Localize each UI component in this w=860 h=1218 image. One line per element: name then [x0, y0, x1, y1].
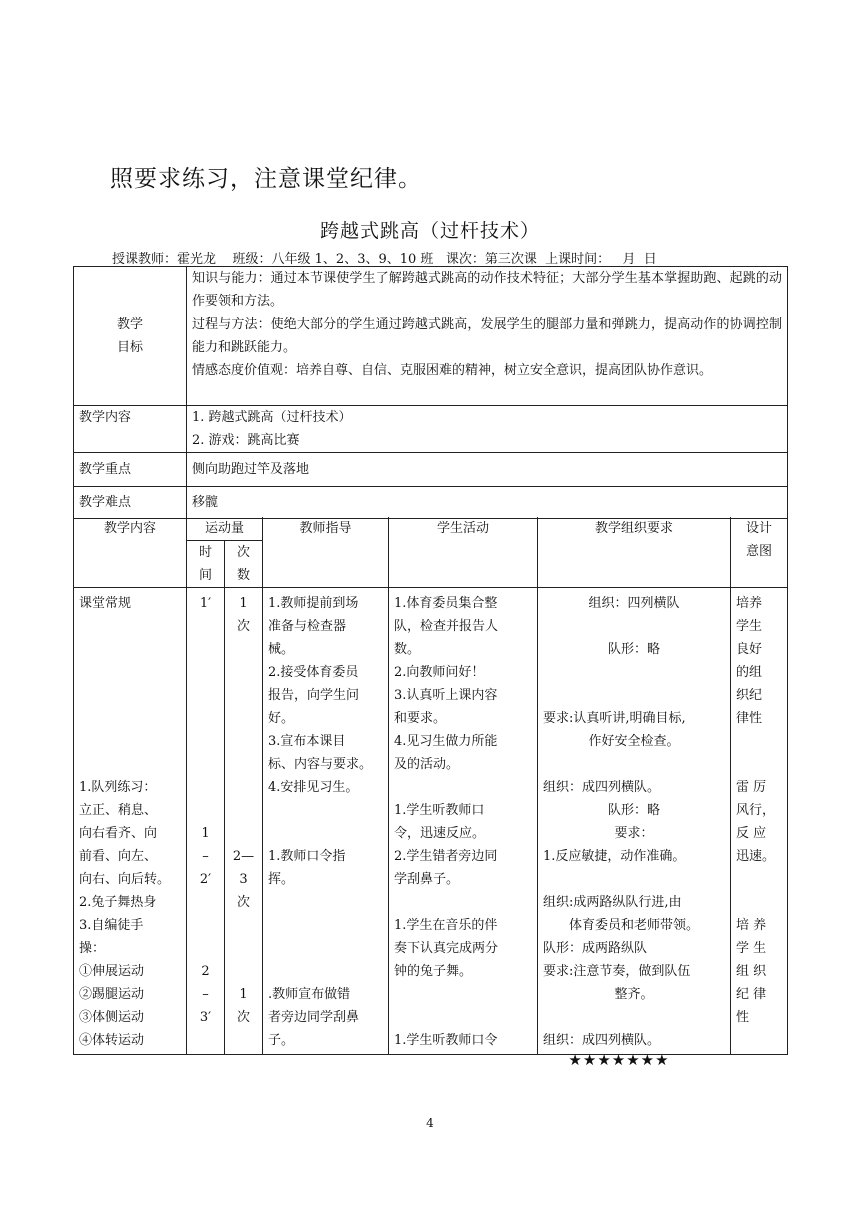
- cell-line: 雷 厉: [736, 780, 767, 795]
- cell-line: [187, 799, 224, 822]
- cell-line: 要求:注意节奏，做到队伍: [543, 964, 691, 979]
- plan-time: [187, 588, 225, 1055]
- difficulty-row: [74, 487, 788, 519]
- cell-line: 前看、向左、: [79, 849, 158, 864]
- lesson-meta: 授课教师：霍光龙 班级：八年级 1、2、3、9、10 班 课次：第三次课 上课时间： 月 日: [112, 252, 657, 267]
- cell-line: [736, 753, 782, 776]
- cell-line: 立正、稍息、: [79, 803, 158, 818]
- header-time: [187, 541, 225, 588]
- content-item: 2. 游戏：跳高比赛: [192, 433, 300, 448]
- cell-line: 要求：: [614, 826, 654, 841]
- cell-line: 标、内容与要求。: [268, 757, 373, 772]
- cell-line: –: [202, 987, 209, 1002]
- cell-line: [394, 891, 532, 914]
- cell-line: [225, 661, 262, 684]
- cell-line: 2.兔子舞热身: [79, 895, 157, 910]
- cell-line: 组织：四列横队: [588, 596, 680, 611]
- cell-line: [187, 891, 224, 914]
- cell-line: [543, 684, 725, 707]
- cell-line: 次: [237, 619, 251, 634]
- cell-line: [268, 937, 383, 960]
- cell-line: 者旁边同学刮鼻: [268, 1010, 360, 1025]
- cell-line: 3.认真听上课内容: [394, 688, 498, 703]
- cell-line: 2.学生错者旁边同: [394, 849, 498, 864]
- content-label: 教学内容: [74, 406, 187, 453]
- cell-line: 子。: [268, 1033, 295, 1048]
- cell-line: 良好: [736, 642, 763, 657]
- cell-line: 次: [237, 895, 251, 910]
- cell-line: ②踢腿运动: [79, 987, 145, 1002]
- cell-line: 1.教师口令指: [268, 849, 346, 864]
- plan-org: [538, 588, 731, 1055]
- cell-line: [79, 661, 181, 684]
- cell-line: 4.安排见习生。: [268, 780, 359, 795]
- cell-line: [268, 891, 383, 914]
- cell-line: [736, 1029, 782, 1052]
- header-org: 教学组织要求: [538, 517, 731, 588]
- cell-line: [394, 776, 532, 799]
- cell-line: [79, 615, 181, 638]
- plan-header-row: [74, 517, 788, 541]
- cell-line: 2: [201, 964, 210, 979]
- cell-line: [736, 730, 782, 753]
- cell-line: 和要求。: [394, 711, 447, 726]
- goals-label-line: 目标: [116, 340, 143, 355]
- goals-label-line: 教学: [116, 317, 143, 332]
- key-label: 教学重点: [74, 453, 187, 487]
- cell-line: [187, 707, 224, 730]
- cell-line: 1.学生在音乐的伴: [394, 918, 498, 933]
- cell-line: [225, 684, 262, 707]
- cell-line: [79, 684, 181, 707]
- cell-line: 1′: [199, 596, 212, 611]
- cell-line: 学生: [736, 619, 763, 634]
- cell-line: [187, 684, 224, 707]
- cell-line: 迅速。: [736, 849, 776, 864]
- cell-line: 律性: [736, 711, 763, 726]
- cell-line: 性: [736, 1010, 750, 1025]
- cell-line: [225, 960, 262, 983]
- cell-line: 反 应: [736, 826, 767, 841]
- cell-line: 体育委员和老师带领。: [569, 918, 700, 933]
- cell-line: 队形：略: [608, 642, 661, 657]
- cell-line: [187, 730, 224, 753]
- plan-content: [74, 588, 187, 1055]
- header-count: [225, 541, 263, 588]
- cell-line: [187, 615, 224, 638]
- content-text: [187, 406, 788, 453]
- header-teacher: 教师指导: [263, 517, 389, 588]
- cell-line: [543, 661, 725, 684]
- cell-line: 好。: [268, 711, 295, 726]
- lesson-info-table: [73, 266, 788, 519]
- cell-line: [79, 707, 181, 730]
- cell-line: 1.队列练习：: [79, 780, 157, 795]
- goals-text: [187, 267, 788, 406]
- cell-line: –: [202, 849, 209, 864]
- cell-line: 向右看齐、向: [79, 826, 158, 841]
- cell-line: [187, 753, 224, 776]
- cell-line: 1.反应敏捷，动作准确。: [543, 849, 686, 864]
- cell-line: 次: [237, 1010, 251, 1025]
- cell-line: 组织:成两路纵队行进,由: [543, 895, 682, 910]
- cell-line: ①伸展运动: [79, 964, 145, 979]
- plan-body-row: [74, 588, 788, 1055]
- cell-line: [225, 776, 262, 799]
- plan-teacher: [263, 588, 389, 1055]
- cell-line: [543, 753, 725, 776]
- header-content: 教学内容: [74, 517, 187, 588]
- cell-line: 1: [201, 826, 210, 841]
- cell-line: ④体转运动: [79, 1033, 145, 1048]
- cell-line: [187, 914, 224, 937]
- header-time-line: 时: [198, 545, 212, 560]
- cell-line: 培养: [736, 596, 763, 611]
- cell-line: [225, 730, 262, 753]
- cell-line: [394, 983, 532, 1006]
- cell-line: [225, 937, 262, 960]
- cell-line: ③体侧运动: [79, 1010, 145, 1025]
- header-student: 学生活动: [389, 517, 538, 588]
- goal-knowledge: 知识与能力：通过本节课使学生了解跨越式跳高的动作技术特征；大部分学生基本掌握助跑、起跳的动作要领和方法。: [192, 271, 782, 309]
- cell-line: 学 生: [736, 941, 767, 956]
- cell-line: [543, 868, 725, 891]
- cell-line: 令，迅速反应。: [394, 826, 486, 841]
- header-count-line: 次: [237, 545, 251, 560]
- cell-line: 培 养: [736, 918, 767, 933]
- key-text: 侧向助跑过竿及落地: [187, 453, 788, 487]
- cell-line: [268, 799, 383, 822]
- cell-line: [268, 914, 383, 937]
- cell-line: .教师宣布做错: [268, 987, 351, 1002]
- lesson-title: 跨越式跳高（过杆技术）: [319, 220, 540, 242]
- cell-line: [79, 753, 181, 776]
- header-design-line: 意图: [746, 544, 773, 559]
- cell-line: 3: [239, 872, 248, 887]
- cell-line: 1: [239, 987, 248, 1002]
- cell-line: [225, 1029, 262, 1052]
- cell-line: 奏下认真完成两分: [394, 941, 499, 956]
- cell-line: 向右、向后转。: [79, 872, 171, 887]
- cell-line: [187, 937, 224, 960]
- cell-line: [79, 730, 181, 753]
- header-count-line: 数: [237, 568, 251, 583]
- cell-line: 队，检查并报告人: [394, 619, 499, 634]
- content-item: 1. 跨越式跳高（过杆技术）: [192, 410, 352, 425]
- key-row: [74, 453, 788, 487]
- cell-line: 3.宣布本课目: [268, 734, 346, 749]
- cell-line: [225, 822, 262, 845]
- cell-line: [225, 638, 262, 661]
- cell-line: [187, 1029, 224, 1052]
- cell-line: 准备与检查器: [268, 619, 347, 634]
- header-design: [731, 517, 788, 588]
- cell-line: 1: [239, 596, 248, 611]
- cell-line: [543, 1006, 725, 1029]
- cell-line: 1.教师提前到场: [268, 596, 359, 611]
- cell-line: [736, 868, 782, 891]
- cell-line: 2—: [232, 849, 255, 864]
- cell-line: 报告，向学生问: [268, 688, 360, 703]
- cell-line: 3′: [199, 1010, 212, 1025]
- plan-design: [731, 588, 788, 1055]
- cell-line: 3.自编徒手: [79, 918, 144, 933]
- cell-line: 2.向教师问好！: [394, 665, 485, 680]
- cell-line: [394, 1006, 532, 1029]
- cell-line: [187, 638, 224, 661]
- cell-line: [225, 914, 262, 937]
- cell-line: 1.学生听教师口令: [394, 1033, 498, 1048]
- cell-line: 钟的兔子舞。: [394, 964, 473, 979]
- lesson-plan-table: [73, 517, 788, 1055]
- cell-line: [225, 753, 262, 776]
- intro-text: 照要求练习，注意课堂纪律。: [110, 166, 422, 192]
- cell-line: 组织：成四列横队。: [543, 780, 661, 795]
- cell-line: [187, 661, 224, 684]
- cell-line: 组 织: [736, 964, 767, 979]
- header-design-line: 设计: [746, 521, 773, 536]
- goal-process: 过程与方法：使绝大部分的学生通过跨越式跳高，发展学生的腿部力量和弹跳力，提高动作的协调控制能力和跳跃能力。: [192, 317, 782, 355]
- cell-line: 要求:认真听讲,明确目标,: [543, 711, 686, 726]
- cell-line: 组织：成四列横队。: [543, 1033, 661, 1048]
- header-time-line: 间: [198, 568, 212, 583]
- cell-line: [736, 891, 782, 914]
- goal-attitude: 情感态度价值观：培养自尊、自信、克服困难的精神，树立安全意识，提高团队协作意识。: [192, 363, 713, 378]
- cell-line: 整齐。: [614, 987, 654, 1002]
- content-row: [74, 406, 788, 453]
- page-number: 4: [426, 1116, 434, 1130]
- goals-label: [74, 267, 187, 406]
- cell-line: [268, 960, 383, 983]
- cell-line: [79, 638, 181, 661]
- cell-line: 及的活动。: [394, 757, 460, 772]
- difficulty-label: 教学难点: [74, 487, 187, 519]
- cell-line: 1.体育委员集合整: [394, 596, 498, 611]
- cell-line: [187, 776, 224, 799]
- cell-line: 织纪: [736, 688, 763, 703]
- cell-line: 队形：略: [608, 803, 661, 818]
- plan-count: [225, 588, 263, 1055]
- cell-line: 操：: [79, 941, 106, 956]
- cell-line: 2′: [199, 872, 212, 887]
- cell-line: 4.见习生做力所能: [394, 734, 498, 749]
- cell-line: [268, 822, 383, 845]
- cell-line: 1.学生听教师口: [394, 803, 485, 818]
- header-load: 运动量: [187, 517, 263, 541]
- cell-line: [225, 707, 262, 730]
- cell-line: 纪 律: [736, 987, 767, 1002]
- cell-line: [225, 799, 262, 822]
- plan-student: [389, 588, 538, 1055]
- cell-line: 学刮鼻子。: [394, 872, 460, 887]
- stars-formation: ★★★★★★★: [568, 1051, 670, 1069]
- cell-line: 挥。: [268, 872, 295, 887]
- cell-line: 课堂常规: [79, 596, 132, 611]
- cell-line: 的组: [736, 665, 763, 680]
- cell-line: 队形：成两路纵队: [543, 941, 648, 956]
- cell-line: 作好安全检查。: [588, 734, 680, 749]
- cell-line: 数。: [394, 642, 421, 657]
- cell-line: 械。: [268, 642, 295, 657]
- goals-row: [74, 267, 788, 406]
- difficulty-text: 移髋: [187, 487, 788, 519]
- cell-line: 2.接受体育委员: [268, 665, 359, 680]
- cell-line: 风行，: [736, 803, 776, 818]
- cell-line: [543, 615, 725, 638]
